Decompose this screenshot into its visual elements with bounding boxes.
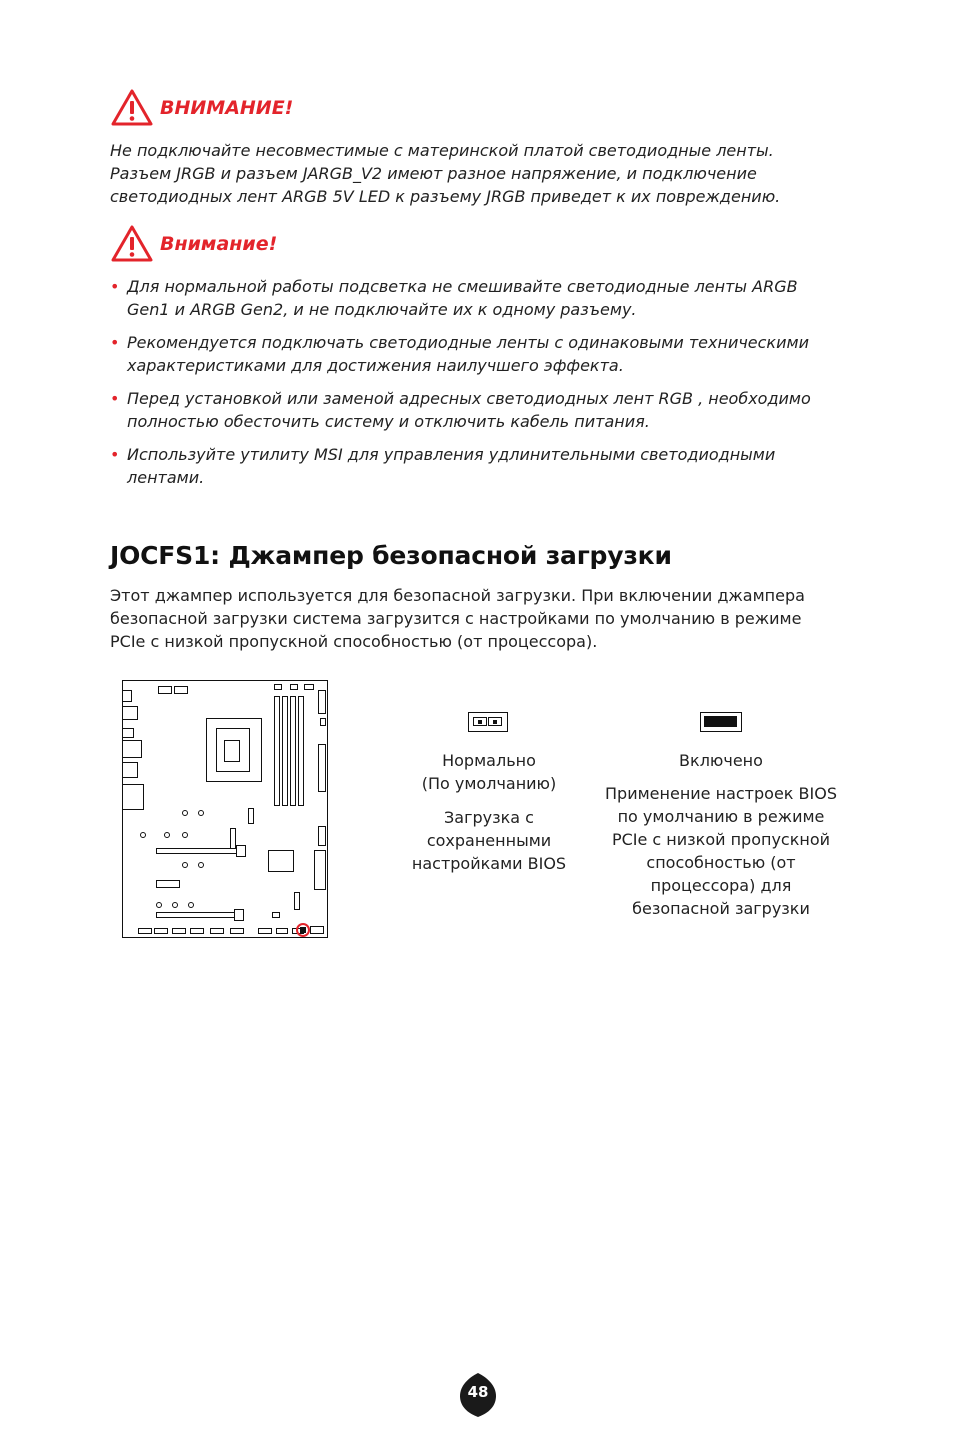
warning-icon xyxy=(110,224,154,264)
bullet-dot-icon: • xyxy=(110,389,120,408)
bullet-dot-icon: • xyxy=(110,277,120,296)
warning-text: Не подключайте несовместимые с материнской платой светодиодные ленты. Разъем JRGB и разъем JARGB_V2 имеют разное напряжение, и подключение светодиодных лент ARGB 5V LED к разъему JRGB приведет к их повреждению. xyxy=(110,141,781,206)
enabled-state-label: Включено xyxy=(679,751,763,770)
list-item: • Рекомендуется подключать светодиодные ленты с одинаковыми техническими характеристиками для достижения наилучшего эффекта. xyxy=(110,333,809,375)
list-item: • Перед установкой или заменой адресных светодиодных лент RGB , необходимо полностью обесточить систему и отключить кабель питания. xyxy=(110,389,811,431)
section-heading: JOCFS1: Джампер безопасной загрузки xyxy=(110,541,672,570)
bullet-dot-icon: • xyxy=(110,445,120,464)
jumper-open-icon xyxy=(468,712,508,732)
warning-header xyxy=(110,88,293,128)
normal-state-label: Нормально xyxy=(442,751,536,770)
bullet-dot-icon: • xyxy=(110,333,120,352)
jumper-closed-icon xyxy=(700,712,742,732)
normal-column xyxy=(389,749,589,875)
normal-description: Загрузка с сохраненными настройками BIOS xyxy=(411,808,567,873)
enabled-description: Применение настроек BIOS по умолчанию в режиме PCIe с низкой пропускной способностью (от процессора) для безопасной загрузки xyxy=(605,784,837,918)
caution-header xyxy=(110,224,277,264)
section-paragraph: Этот джампер используется для безопасной загрузки. При включении джампера безопасной загрузки система загрузится с настройками по умолчанию в режиме PCIe с низкой пропускной способностью (от процессора). xyxy=(110,586,805,651)
warning-title: ВНИМАНИЕ! xyxy=(160,97,294,119)
warning-icon xyxy=(110,88,154,128)
motherboard-diagram xyxy=(118,680,330,940)
caution-title: Внимание! xyxy=(160,233,278,255)
caution-list xyxy=(110,275,835,499)
normal-default-label: (По умолчанию) xyxy=(421,774,557,793)
pcie-slot xyxy=(156,848,244,854)
enabled-column xyxy=(603,749,839,920)
list-item: • Для нормальной работы подсветка не смешивайте светодиодные ленты ARGB Gen1 и ARGB Gen2, и не подключайте их к одному разъему. xyxy=(110,277,798,319)
page-number: 48 xyxy=(467,1383,489,1401)
pcie-slot xyxy=(156,912,242,918)
chipset xyxy=(268,850,294,872)
list-item: • Используйте утилиту MSI для управления удлинительными светодиодными лентами. xyxy=(110,445,776,487)
